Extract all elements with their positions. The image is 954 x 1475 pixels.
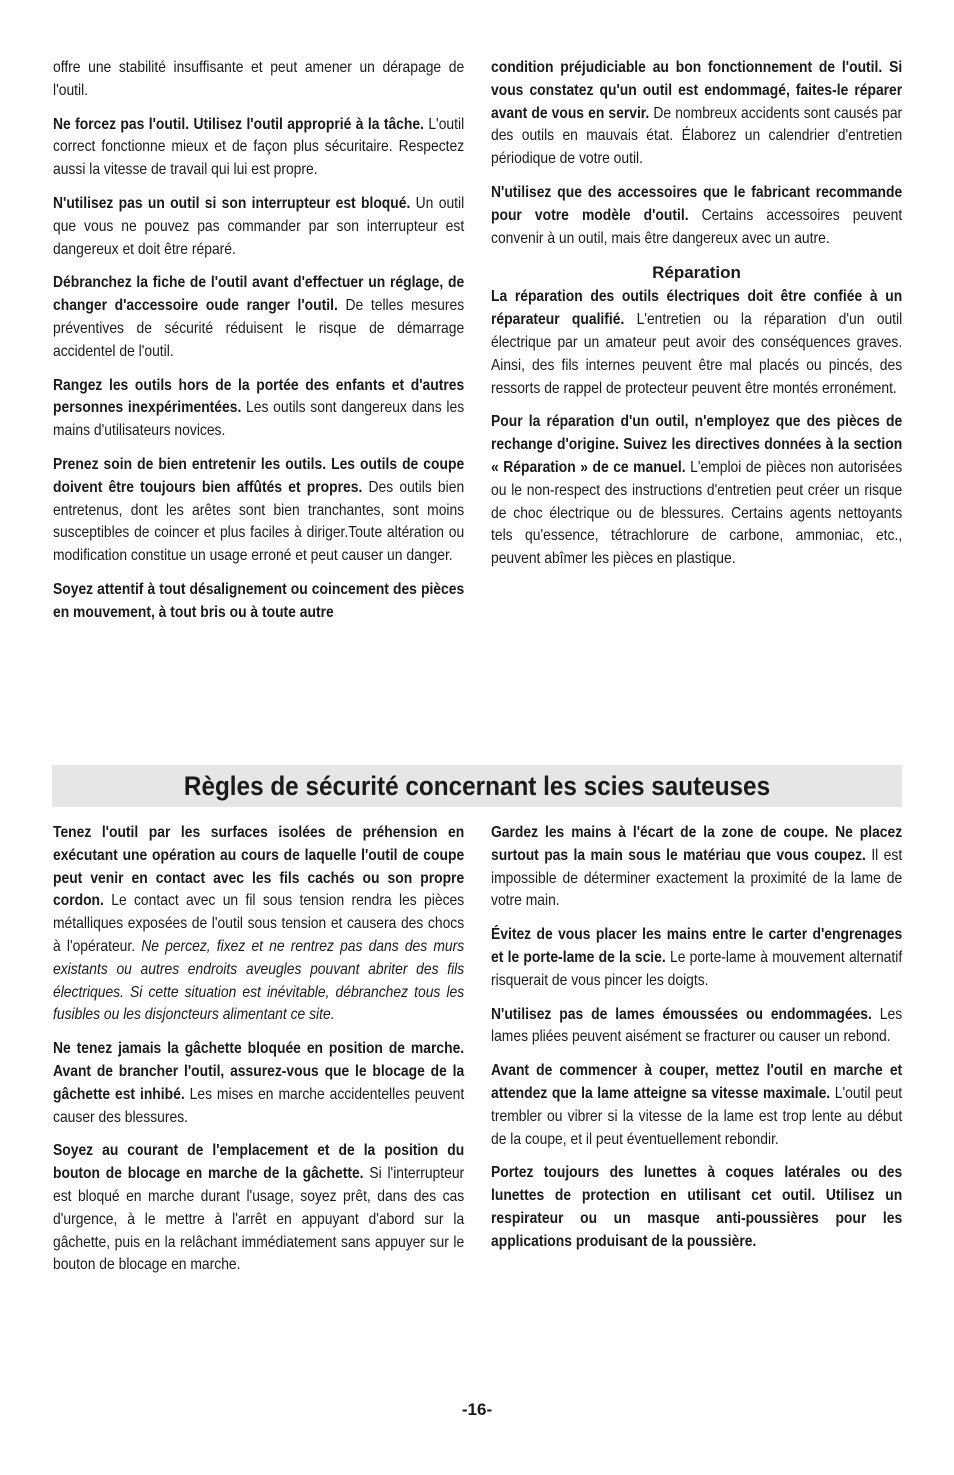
- paragraph: offre une stabilité insuffisante et peut amener un dérapage de l'outil.: [53, 59, 465, 99]
- bottom-left-column: [53, 822, 464, 1288]
- paragraph: N'utilisez pas un outil si son interrupteur est bloqué. Un outil que vous ne pouvez pas commander par son interrupteur est dangereux et doit être réparé.: [53, 194, 465, 258]
- paragraph: N'utilisez pas de lames émoussées ou endommagées. Les lames pliées peuvent aisément se fracturer ou causer un rebond.: [491, 1005, 903, 1046]
- paragraph: Prenez soin de bien entretenir les outils. Les outils de coupe doivent être toujours bien affûtés et propres. Des outils bien entretenus, dont les arêtes sont bien tranchantes, sont moins susceptibles de coincer et plus faciles à diriger.Toute altération ou modification constitue un usage erroné et peut causer un danger.: [53, 455, 465, 565]
- paragraph: Gardez les mains à l'écart de la zone de coupe. Ne placez surtout pas la main sous le matériau que vous coupez. Il est impossible de déterminer exactement la proximité de la lame de votre main.: [491, 824, 903, 910]
- section-title: Règles de sécurité concernant les scies sauteuses: [183, 771, 771, 801]
- paragraph: Débranchez la fiche de l'outil avant d'effectuer un réglage, de changer d'accessoire oude ranger l'outil. De telles mesures préventives de sécurité réduisent le risque de démarrage accidentel de l'outil.: [53, 274, 465, 360]
- paragraph: Ne forcez pas l'outil. Utilisez l'outil approprié à la tâche. L'outil correct fonctionne mieux et de façon plus sécuritaire. Respectez aussi la vitesse de travail qui lui est propre.: [53, 115, 465, 179]
- paragraph: Soyez au courant de l'emplacement et de la position du bouton de blocage en marche de la gâchette. Si l'interrupteur est bloqué en marche durant l'usage, soyez prêt, dans des cas d'urgence, à le mettre à l'arrêt en appuyant d'abord sur la gâchette, puis en la relâchant immédiatement sans appuyer sur le bouton de blocage en marche.: [53, 1142, 465, 1274]
- section-banner: [52, 765, 902, 807]
- paragraph: La réparation des outils électriques doit être confiée à un réparateur qualifié. L'entretien ou la réparation d'un outil électrique par un amateur peut avoir des conséquences graves. Ainsi, des fils internes peuvent être mal placés ou pincés, des ressorts de rappel de protecteur peuvent être montés erronément.: [491, 288, 903, 397]
- paragraph: Rangez les outils hors de la portée des enfants et d'autres personnes inexpérimentées. Les outils sont dangereux dans les mains d'utilisateurs novices.: [53, 376, 465, 440]
- top-right-column: [491, 57, 902, 582]
- paragraph: Ne tenez jamais la gâchette bloquée en position de marche. Avant de brancher l'outil, assurez-vous que le blocage de la gâchette est inhibé. Les mises en marche accidentelles peuvent causer des blessures.: [53, 1040, 465, 1126]
- reparation-heading: Réparation: [652, 263, 741, 283]
- page-number: -16-: [461, 1400, 493, 1419]
- top-left-column: [53, 57, 464, 636]
- paragraph: Portez toujours des lunettes à coques latérales ou des lunettes de protection en utilisant cet outil. Utilisez un respirateur ou un masque anti-poussières pour les applications produisant de la poussière.: [491, 1164, 903, 1250]
- paragraph: condition préjudiciable au bon fonctionnement de l'outil. Si vous constatez qu'un outil est endommagé, faites-le réparer avant de vous en servir. De nombreux accidents sont causés par des outils en mauvais état. Élaborez un calendrier d'entretien périodique de votre outil.: [491, 59, 903, 168]
- paragraph: Évitez de vous placer les mains entre le carter d'engrenages et le porte-lame de la scie. Le porte-lame à mouvement alternatif risquerait de vous pincer les doigts.: [491, 926, 903, 989]
- bottom-right-column: [491, 822, 902, 1265]
- paragraph: Pour la réparation d'un outil, n'employez que des pièces de rechange d'origine. Suivez les directives données à la section « Réparation » de ce manuel. L'emploi de pièces non autorisées ou le non-respect des instructions d'entretien peut créer un risque de choc électrique ou de blessures. Certains agents nettoyants tels qu'essence, tétrachlorure de carbone, ammoniac, etc., peuvent abîmer les pièces en plastique.: [491, 413, 903, 568]
- paragraph: Avant de commencer à couper, mettez l'outil en marche et attendez que la lame atteigne sa vitesse maximale. L'outil peut trembler ou vibrer si la vitesse de la lame est trop lente au début de la coupe, et il peut éventuellement rebondir.: [491, 1062, 903, 1148]
- paragraph: Tenez l'outil par les surfaces isolées de préhension en exécutant une opération au cours de laquelle l'outil de coupe peut venir en contact avec les fils cachés ou son propre cordon. Le contact avec un fil sous tension rendra les pièces métalliques exposées de l'outil sous tension et causera des chocs à l'opérateur. Ne percez, fixez et ne rentrez pas dans des murs existants ou autres endroits aveugles pouvant abriter des fils électriques. Si cette situation est inévitable, débranchez tous les fusibles ou les disjoncteurs alimentant ce site.: [53, 824, 465, 1024]
- paragraph: Soyez attentif à tout désalignement ou coincement des pièces en mouvement, à tout bris ou à toute autre: [53, 580, 465, 621]
- paragraph: N'utilisez que des accessoires que le fabricant recommande pour votre modèle d'outil. Certains accessoires peuvent convenir à un outil, mais être dangereux avec un autre.: [491, 183, 903, 247]
